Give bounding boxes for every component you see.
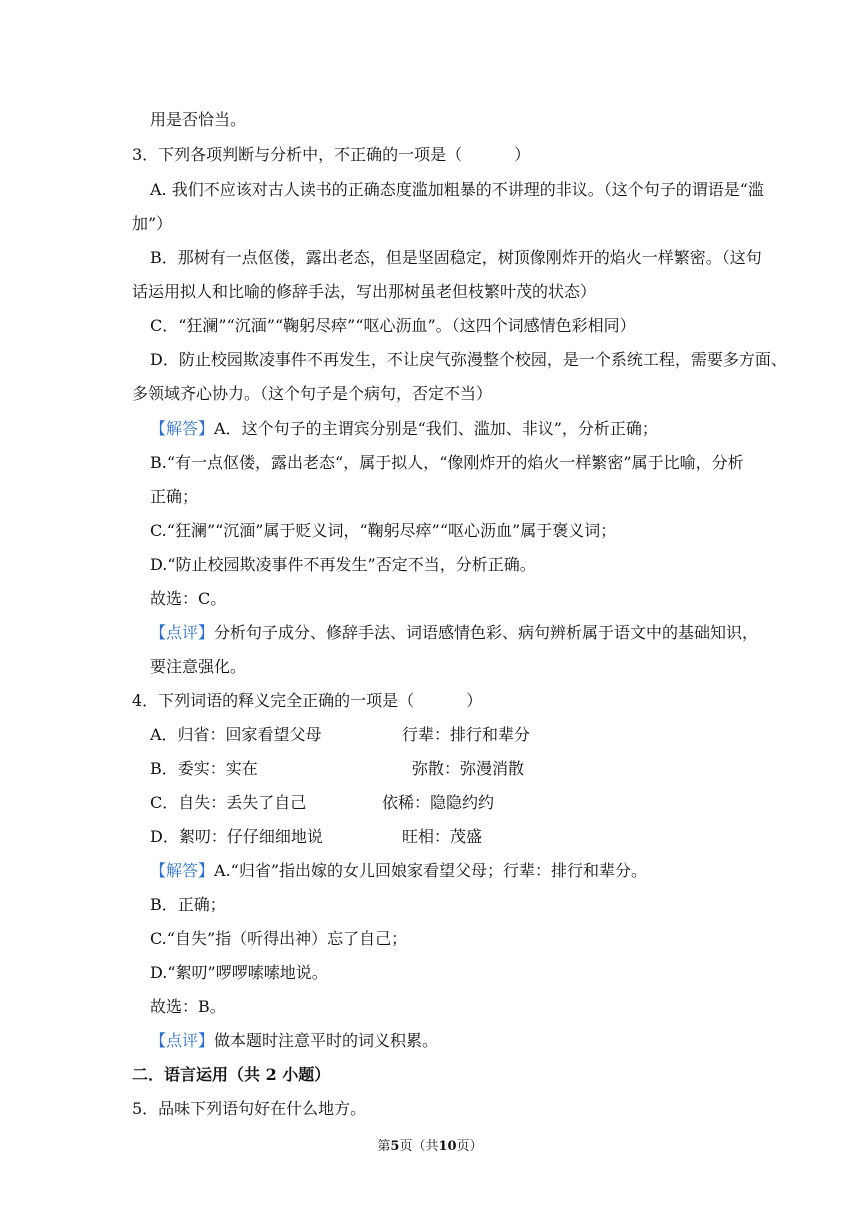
option-b: B．委实：实在 <box>150 759 258 778</box>
question-3 <box>132 145 530 165</box>
comment-tag: 【点评】 <box>150 1031 215 1050</box>
page-number: 5 <box>390 1139 400 1154</box>
page-footer <box>0 1138 860 1156</box>
question-text-end: ） <box>466 691 483 710</box>
option-b-cont: 话运用拟人和比喻的修辞手法，写出那树虽老但枝繁叶茂的状态） <box>132 282 597 301</box>
option-d: D．防止校园欺凌事件不再发生，不让戾气弥漫整个校园，是一个系统工程，需要多方面、 <box>150 350 787 369</box>
answer-tag: 【解答】 <box>150 861 215 880</box>
answer-choice: 故选：C。 <box>150 589 227 608</box>
text-line: 用是否恰当。 <box>150 110 247 129</box>
answer-line: D.“絮叨”啰啰嗦嗦地说。 <box>150 963 328 982</box>
option-c: C．“狂澜”“沉湎”“鞠躬尽瘁”“呕心沥血”。（这四个词感情色彩相同） <box>150 316 636 335</box>
answer-line: B.“有一点伛偻，露出老态“，属于拟人，“像刚炸开的焰火一样繁密”属于比喻，分析 <box>150 453 744 472</box>
option-a-cont: 加”） <box>132 214 173 233</box>
comment-tag: 【点评】 <box>150 623 215 642</box>
question-4 <box>132 691 482 711</box>
footer-suffix: 页） <box>456 1139 483 1154</box>
answer-choice: 故选：B。 <box>150 997 226 1016</box>
answer-line: 正确； <box>150 487 199 506</box>
comment-text: 做本题时注意平时的词义积累。 <box>214 1031 439 1050</box>
comment-4 <box>150 1031 438 1051</box>
section-heading: 二．语言运用（共 2 小题） <box>132 1065 331 1084</box>
question-text-end: ） <box>514 145 531 164</box>
question-5: 5．品味下列语句好在什么地方。 <box>132 1099 367 1118</box>
page-total: 10 <box>438 1139 457 1154</box>
comment-text: 分析句子成分、修辞手法、词语感情色彩、病句辨析属于语文中的基础知识， <box>214 623 759 642</box>
option-b-second: 弥散：弥漫消散 <box>412 759 525 778</box>
option-c-second: 依稀：隐隐约约 <box>382 793 495 812</box>
option-d-second: 旺相：茂盛 <box>402 827 483 846</box>
answer-text: A．这个句子的主谓宾分别是“我们、滥加、非议”，分析正确； <box>214 419 658 438</box>
option-c: C．自失：丢失了自己 <box>150 793 307 812</box>
footer-mid: 页（共 <box>399 1139 439 1154</box>
comment-3 <box>150 623 758 643</box>
answer-line: C.“狂澜”“沉湎”属于贬义词，“鞠躬尽瘁”“呕心沥血”属于褒义词； <box>150 521 617 540</box>
option-b: B．那树有一点伛偻，露出老态，但是坚固稳定，树顶像刚炸开的焰火一样繁密。（这句 <box>150 248 762 267</box>
footer-prefix: 第 <box>377 1139 391 1154</box>
question-text: 4．下列词语的释义完全正确的一项是（ <box>132 691 415 710</box>
answer-tag: 【解答】 <box>150 419 215 438</box>
answer-text: A.“归省”指出嫁的女儿回娘家看望父母；行辈：排行和辈分。 <box>214 861 648 880</box>
answer-line: B．正确； <box>150 895 226 914</box>
option-d: D．絮叨：仔仔细细地说 <box>150 827 323 846</box>
option-d-cont: 多领域齐心协力。（这个句子是个病句，否定不当） <box>132 384 493 403</box>
answer-line: D.“防止校园欺凌事件不再发生”否定不当，分析正确。 <box>150 555 536 574</box>
answer-3 <box>150 419 658 439</box>
answer-line: C.“自失”指（听得出神）忘了自己； <box>150 929 408 948</box>
option-a: A．归省：回家看望父母 <box>150 725 322 744</box>
answer-4 <box>150 861 647 881</box>
comment-line: 要注意强化。 <box>150 657 247 676</box>
option-a: A. 我们不应该对古人读书的正确态度滥加粗暴的不讲理的非议。（这个句子的谓语是“滥 <box>150 180 764 199</box>
option-a-second: 行辈：排行和辈分 <box>402 725 531 744</box>
question-text: 3．下列各项判断与分析中，不正确的一项是（ <box>132 145 463 164</box>
